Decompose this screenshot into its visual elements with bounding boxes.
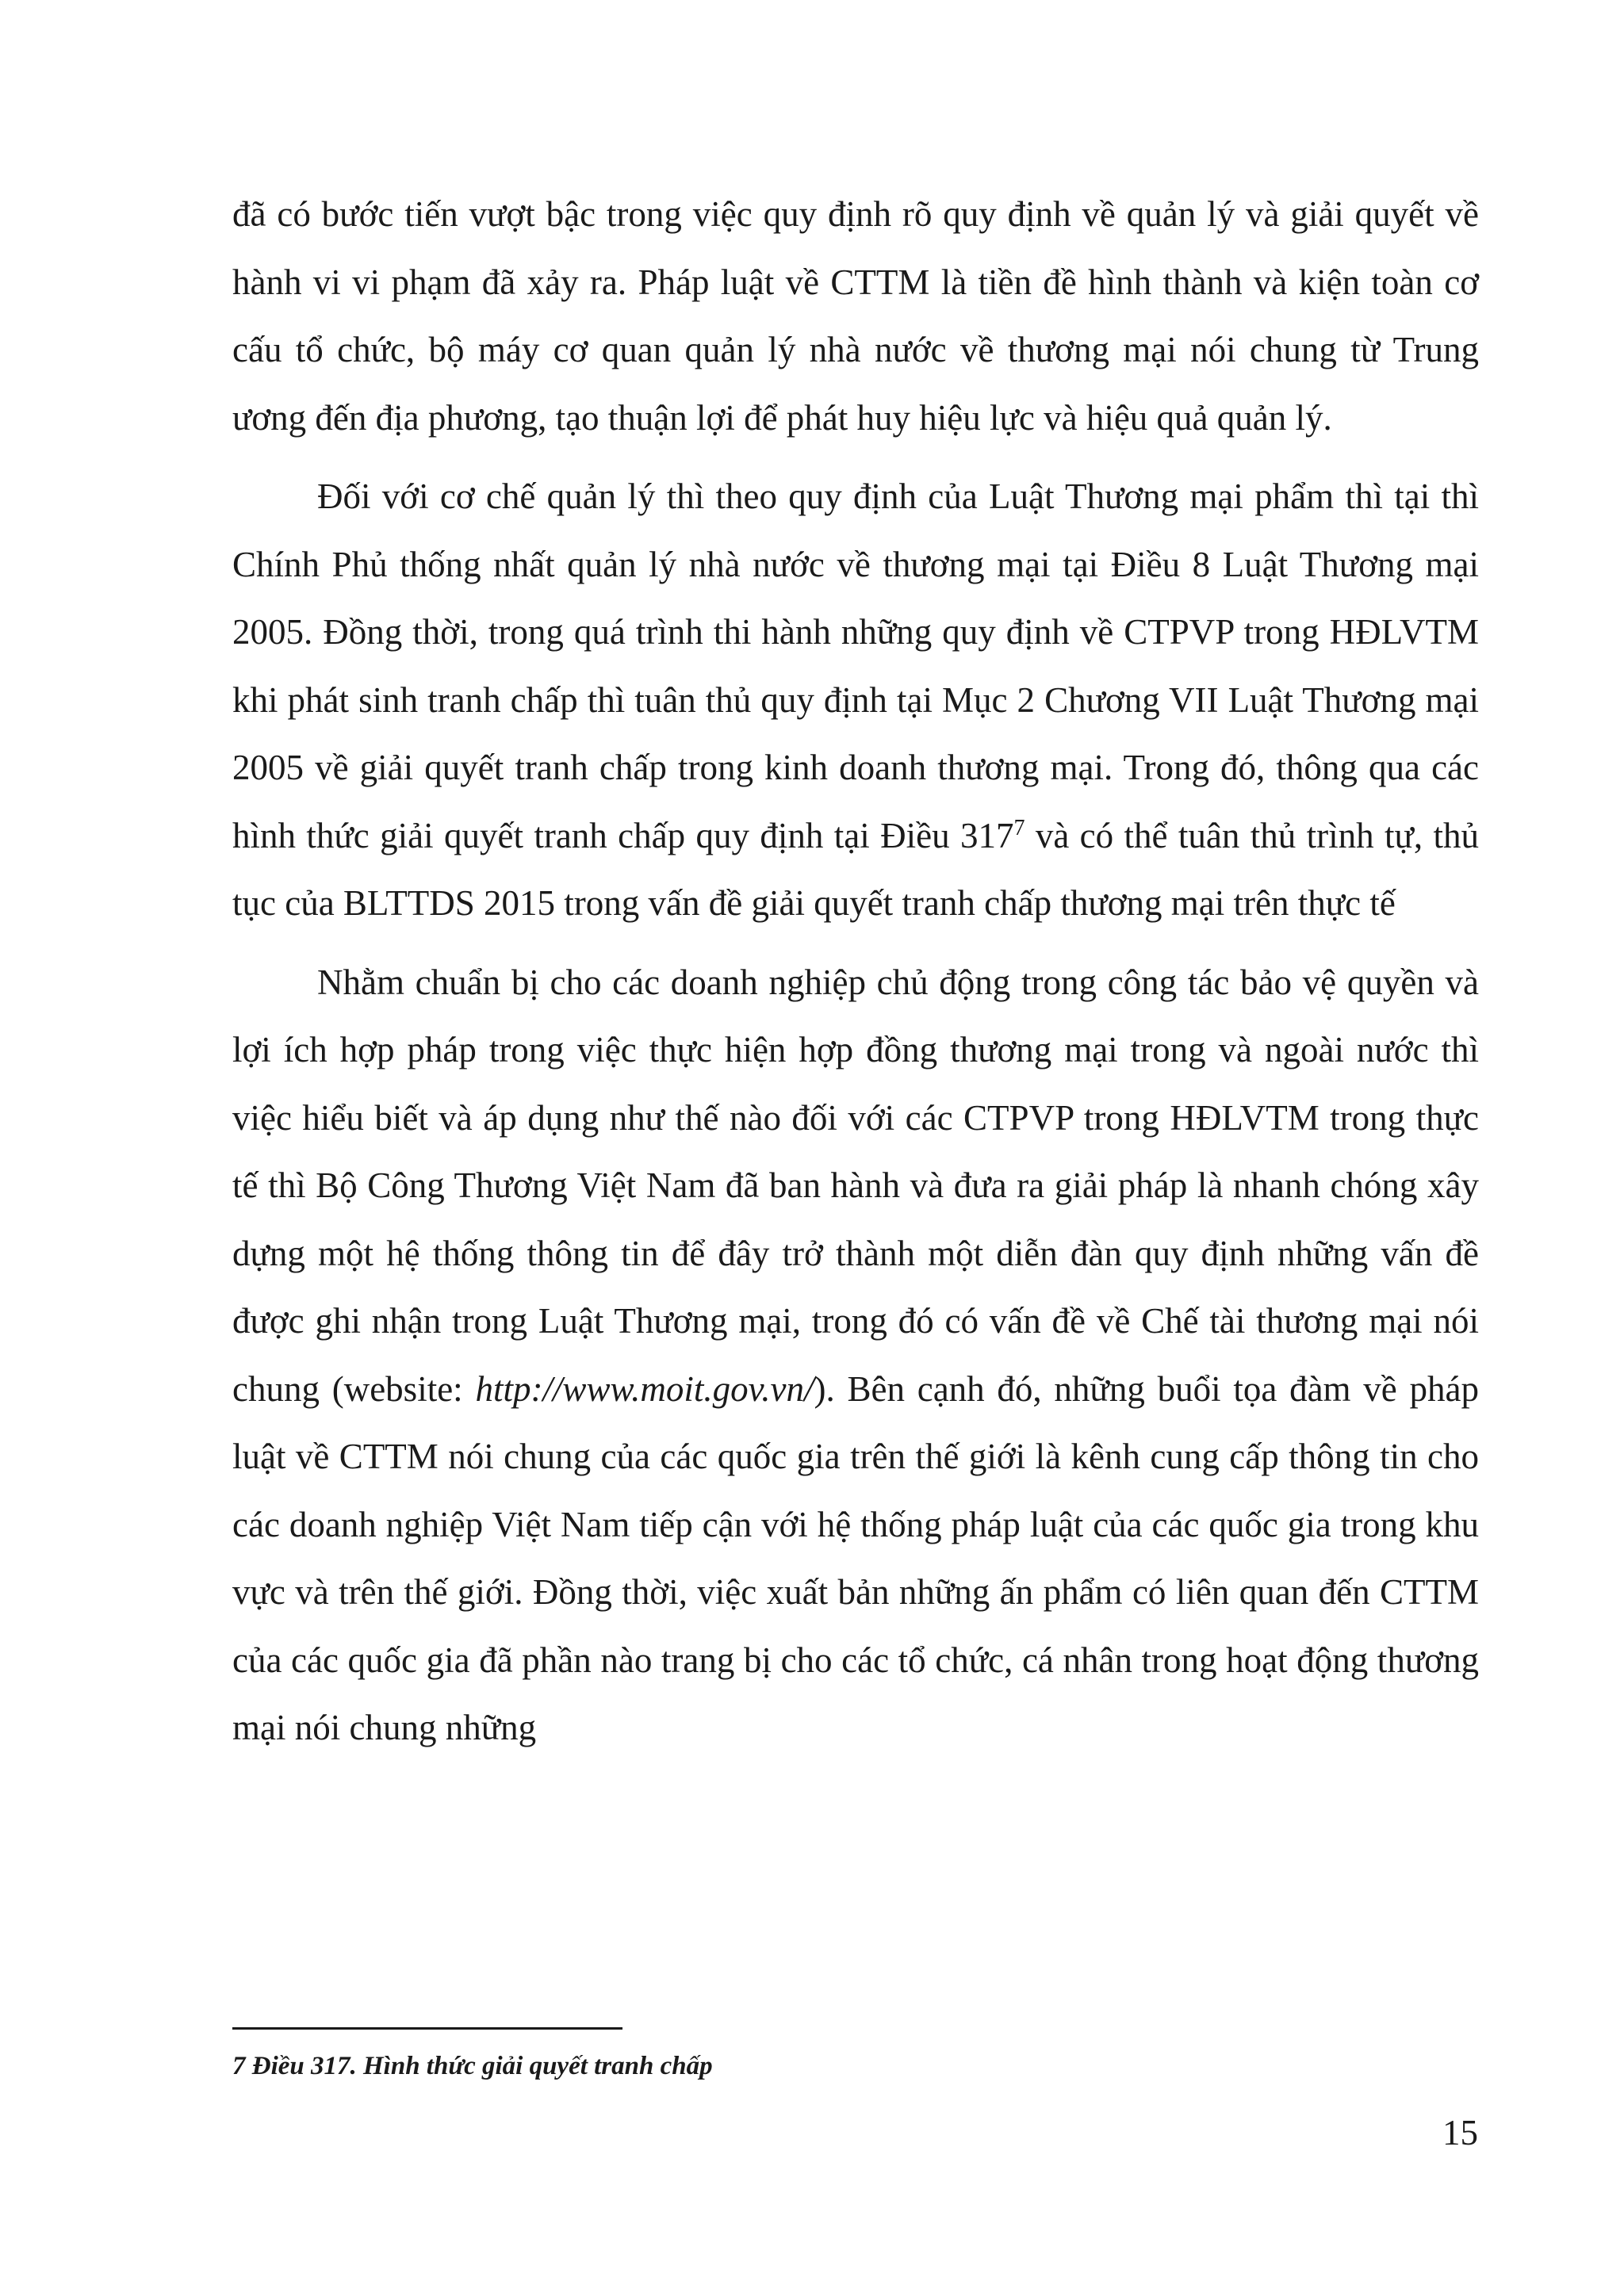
footnote-reference: 7 [1013,815,1025,840]
paragraph-2-text: Đối với cơ chế quản lý thì theo quy định của Luật Thương mại phẩm thì tại thì Chính Phủ thống nhất quản lý nhà nước về thương mại tại Điều 8 Luật Thương mại 2005. Đồng thời, trong quá trình thi hành những quy định về CTPVP trong HĐLVTM khi phát sinh tranh chấp thì tuân thủ quy định tại Mục 2 Chương VII Luật Thương mại 2005 về giải quyết tranh chấp trong kinh doanh thương mại. Trong đó, thông qua các hình thức giải quyết tranh chấp quy định tại Điều 317 [232,476,1479,855]
paragraph-3-text-start: Nhằm chuẩn bị cho các doanh nghiệp chủ động trong công tác bảo vệ quyền và lợi ích hợp pháp trong việc thực hiện hợp đồng thương mại trong và ngoài nước thì việc hiểu biết và áp dụng như thế nào đối với các CTPVP trong HĐLVTM trong thực tế thì Bộ Công Thương Việt Nam đã ban hành và đưa ra giải pháp là nhanh chóng xây dựng một hệ thống thông tin để đây trở thành một diễn đàn quy định những vấn đề được ghi nhận trong Luật Thương mại, trong đó có vấn đề về Chế tài thương mại nói chung (website: [232,962,1479,1409]
paragraph-2 [232,463,1479,938]
paragraph-1 [232,181,1479,452]
paragraph-3-text-end: ). Bên cạnh đó, những buổi tọa đàm về pháp luật về CTTM nói chung của các quốc gia trên thế giới là kênh cung cấp thông tin cho các doanh nghiệp Việt Nam tiếp cận với hệ thống pháp luật của các quốc gia trong khu vực và trên thế giới. Đồng thời, việc xuất bản những ấn phẩm có liên quan đến CTTM của các quốc gia đã phần nào trang bị cho các tổ chức, cá nhân trong hoạt động thương mại nói chung những [232,1368,1479,1747]
body-text [232,181,1479,1762]
paragraph-2-continuation: và có thể tuân thủ trình tự, thủ tục của BLTTDS 2015 trong vấn đề giải quyết tranh chấp thương mại trên thực tế [232,815,1479,923]
page-number: 15 [1442,2113,1478,2152]
website-link[interactable]: http://www.moit.gov.vn/ [475,1368,814,1409]
footnote-divider [232,2027,622,2030]
paragraph-3 [232,949,1479,1762]
paragraph-1-text: đã có bước tiến vượt bậc trong việc quy định rõ quy định về quản lý và giải quyết về hành vi vi phạm đã xảy ra. Pháp luật về CTTM là tiền đề hình thành và kiện toàn cơ cấu tổ chức, bộ máy cơ quan quản lý nhà nước về thương mại nói chung từ Trung ương đến địa phương, tạo thuận lợi để phát huy hiệu lực và hiệu quả quản lý. [232,194,1479,438]
footnote: 7 Điều 317. Hình thức giải quyết tranh chấp [232,2052,713,2080]
